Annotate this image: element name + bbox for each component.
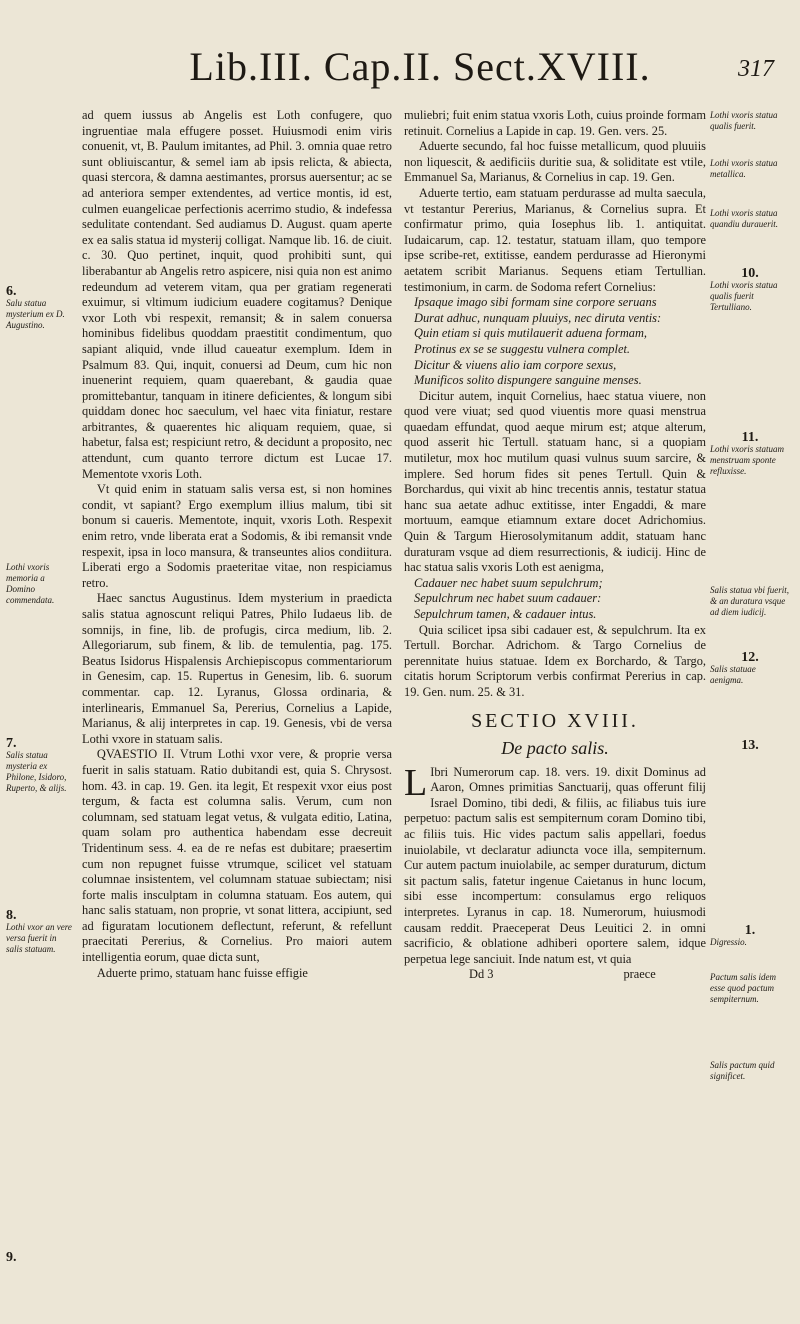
margin-note-text: Salis statua mysteria ex Philone, Isidoro, Ruperto, & alijs. [6, 750, 67, 793]
verse-line: Protinus ex se se suggestu vulnera complet. [414, 341, 630, 356]
margin-note [6, 910, 72, 955]
margin-note [6, 286, 72, 331]
margin-note-number: 6. [6, 284, 17, 299]
paragraph: Haec sanctus Augustinus. Idem mysterium in praedicta salis statua agnoscunt reliqui Patres, Philo Iudaeus lib. de somnijs, in fine, lib. de profugis, circa medium, lib. 2. Allegoriarum, sub finem, & lib. de temulentia, pag. 175. Beatus Isidorus Hispalensis Archiepiscopus commentariorum in Genesim, cap. 15. Rupertus in Genesim, lib. 6. suorum commentar. cap. 12. Lyranus, Glossa ordinaria, & interlinearis, Emmanuel Sa, Pererius, Cornelius a Lapide, Marianus, & alij interpretes in cap. 19. Genesis, vbi de versa Lothi vxore in statuam salis. [82, 591, 392, 746]
margin-note [710, 110, 790, 132]
margin-note-text: Salis statuae aenigma. [710, 664, 756, 685]
margin-note-text: Lothi vxoris statua qualis fuerit. [710, 110, 778, 131]
verse-line: Dicitur & viuens alio iam corpore sexus, [414, 357, 617, 372]
margin-note [710, 585, 790, 618]
margin-note-number: 8. [6, 908, 17, 923]
drop-cap: L [404, 761, 428, 804]
verse-line: Sepulchrum tamen, & cadauer intus. [414, 607, 597, 621]
margin-note-text: Salu statua mysterium ex D. Augustino. [6, 298, 65, 330]
margin-note [6, 562, 72, 606]
margin-note-text: Salis pactum quid significet. [710, 1060, 775, 1081]
section-paragraph [404, 761, 706, 968]
running-header [0, 42, 800, 92]
margin-note-number: 1. [744, 923, 756, 938]
paragraph: ad quem iussus ab Angelis est Loth confugere, quo ingruentiae mala effugere posset. Huiusmodi enim viris conuenit, vt, B. Paulum imitantes, ad Phil. 3. omnia quae retro sunt obliuiscantur, & semel iam ab ipsis relicta, & abiecta, quasi stercora, & damna aestimantes, prorsus auersentur; ac se ad anteriora semper extendentes, ad vertice montis, id est, culmen euangelicae perfectionis acerrimo studio, & indefessa sedulitate contendant. Sed audiamus D. August. quam aperte ex ea salis statua id mysterij colligat. Namque lib. 16. de ciuit. c. 30. Quo pertinet, inquit, quod prohibiti sunt, qui liberabantur ab Angelis retro aspicere, nisi quia non est animo redeundum ad veterem vitam, qua per gratiam regenerati exuimur, si vltimum iudicium euadere cogitamus? Denique vxor Loth vbi respexit, remansit; & in salem conuersa hominibus fidelibus quoddam praestitit condimentum, quo sapiant aliquid, vnde illud caueatur exemplum. Idem in Psalmum 83. Qui, inquit, conuersi ad Deum, cum hic non inuenerint requiem, quam quaerebant, & gaudia quae promittebantur, tanquam in itinere deficientes, & longum sibi quiddam donec hoc saeculum, vel haec vita finiatur, restare arbitrantes, & quaerentes hic aliquam requiem, quae, si habetur, falsa est; respiciunt retro, & decidunt a proposito, nec attendunt, cum quanto terrore dictum est Lucae 17. Mementote vxoris Loth. [82, 108, 392, 481]
page-footer [404, 967, 706, 983]
paragraph: muliebri; fuit enim statua vxoris Loth, cuius proinde formam retinuit. Cornelius a Lapide in cap. 19. Gen. vers. 25. [404, 108, 706, 138]
margin-note-text: Salis statua vbi fuerit, & an duratura vsque ad diem iudicij. [710, 585, 790, 617]
margin-note [6, 1252, 72, 1264]
margin-note-text: Lothi vxoris statuam menstruam sponte refluxisse. [710, 444, 785, 476]
paragraph: QVAESTIO II. Vtrum Lothi vxor vere, & proprie versa fuerit in salis statuam. Ratio dubitandi est, quia S. Chrysost. hom. 43. in cap. 19. Gen. ita legit, Et respexit vxor eius post tergum, & facta est columna salis. Verum, cum non columnam, sed statuam legat vetus, & vulgata editio, Latina, quam solam pro authentica habendam esse decreuit Tridentinum sess. 4. ea de re nefas est dubitare; praesertim cum non repugnet fuisse vtrumque, scilicet vel statuam columnae insistentem, vel columnam statuae subiectam; nisi forte malis insculptam in columna statuam. Eos autem, qui hanc salis statuam, non proprie, vt sonat littera, accipiunt, sed ad figuratam locutionem deflectunt, referunt, & refellunt praecitati Pererius, & Cornelius. Pro maiori autem intelligentia eorum, quae dicta sunt, [82, 747, 392, 965]
verse-line: Munificos solito dispungere sanguine menses. [414, 373, 642, 388]
margin-note [6, 738, 72, 794]
margin-note-text: Digressio. [710, 937, 747, 947]
verse-line: Cadauer nec habet suum sepulchrum; [414, 575, 603, 590]
section-subtitle: De pacto salis. [501, 737, 609, 758]
margin-note-number: 12. [741, 650, 759, 665]
margin-note [710, 158, 790, 180]
section-title: SECTIO XVIII. [471, 709, 639, 732]
verse-line: Sepulchrum nec habet suum cadauer: [414, 591, 602, 606]
margin-note [710, 925, 790, 948]
left-text-column [82, 108, 392, 981]
margin-note-text: Lothi vxoris statua qualis fuerit Tertulliano. [710, 280, 778, 312]
signature-mark: Dd 3 [469, 967, 494, 982]
page-title: Lib.III. Cap.II. Sect.XVIII. [189, 44, 651, 89]
section-body: Ibri Numerorum cap. 18. vers. 19. dixit Dominus ad Aaron, Omnes primitias Sanctuarij, quas offerunt filij Israel Domino, tibi dedi, & filiis, ac filiabus tuis iure perpetuo: pactum salis est sempiternum coram Domino tibi, ac filiis tuis. Hic vides pactum salis appellari, foedus inuiolabile, vt declaratur adiuncta voce illa, sempiternum. Cur autem pactum inuiolabile, ac semper duraturum, dictum sit pactum salis, fatetur ingenue Caietanus in hunc locum, sibi esse incompertum: consulamus ergo reliquos interpretes. Lyranus in cap. 18. Numerorum, huiusmodi causam reddit. Praeceperat Deus Leuitici 2. in omni sacrificio, & oblatione adhiberi oportere salem, idque perpetua lege sanciuit. Inde natum est, vt quia [404, 764, 706, 966]
catchword: praece [623, 967, 656, 982]
right-text-column [404, 108, 706, 983]
verse-line: Ipsaque imago sibi formam sine corpore seruans [414, 295, 657, 310]
margin-note-number: 13. [741, 738, 759, 753]
paragraph: Quia scilicet ipsa sibi cadauer est, & sepulchrum. Ita ex Tertull. Borchar. Adrichom. & Targo Cornelius de perennitate huius statuae. Idem ex Borchardo, & Targo, citatis horum Scriptorum verbis confirmat Pererius in cap. 19. Gen. num. 25. & 31. [404, 622, 706, 699]
verse-line: Quin etiam si quis mutilauerit aduena formam, [414, 326, 648, 341]
margin-note [710, 432, 790, 477]
margin-note [710, 972, 790, 1005]
margin-note-number: 10. [741, 266, 759, 281]
right-margin-notes [710, 0, 790, 1324]
margin-note [710, 652, 790, 686]
verse-line: Durat adhuc, nunquam pluuiys, nec diruta ventis: [414, 310, 662, 325]
paragraph: Vt quid enim in statuam salis versa est, si non homines condit, vt sapiant? Ergo exemplum illius malum, tibi sit bonum si caueris. Mementote, inquit, vxoris Loth. Respexit enim retro, vnde liberata erat a Sodomis, & ibi remansit vnde respexit, ipsa in loco mansura, & transeuntes alios condiitura. Liberati ergo a Sodomis praeteritae vitae, non respiciamus retro. [82, 482, 392, 590]
margin-note [710, 740, 790, 752]
left-margin-notes [6, 0, 72, 1324]
margin-note [710, 268, 790, 313]
margin-note-text: Lothi vxoris statua metallica. [710, 158, 778, 179]
paragraph: Dicitur autem, inquit Cornelius, haec statua viuere, non quod vere viuat; sed quod viuentis more quasi menstrua quaedam effundat, quod aeque mirum est; atque alterum, quod asserit hic Tertull. statuam hanc, si a quopiam mutiletur, mox hoc mutilum quasi vulnus suum sarcire, & implere. Sed horum fides sit penes Tertull. Quin & Borchardus, qui vixit ab hinc trecentis annis, testatur statua hanc sua aetate adhuc extitisse, inter Engaddi, & mare mortuum, eamque etiamnum extare docet Adrichomius. Quin & Targum Hierosolymitanum addit, statuam hanc duraturam vsque ad diem resurrectionis, & iudicij. Hinc de hac statua salis vxoris Loth est aenigma, [404, 388, 706, 575]
paragraph: Aduerte secundo, fal hoc fuisse metallicum, quod pluuiis non liquescit, & aedificiis duritie sua, & soliditate est vtile, Emmanuel Sa, Marianus, & Cornelius in cap. 19. Gen. [404, 139, 706, 185]
margin-note-text: Lothi vxor an vere versa fuerit in salis statuam. [6, 922, 72, 954]
margin-note-text: Lothi vxoris statua quandiu durauerit. [710, 208, 779, 229]
margin-note-number: 7. [6, 736, 17, 751]
paragraph: Aduerte tertio, eam statuam perdurasse ad multa saecula, vt testantur Pererius, Marianus, & Cornelius supra. Et confirmatur primo, quia Iosephus lib. 1. antiquitat. Iudaicarum, cap. 12. testatur, statuam illam, quo tempore ipse scribe-ret, extitisse, eandem perdurasse ad Hieronymi aetatem scribit Marianus. Sequens etiam Tertullian. testimonium, in carm. de Sodoma refert Cornelius: [404, 185, 706, 294]
margin-note-text: Lothi vxoris memoria a Domino commendata. [6, 562, 55, 605]
margin-note-number: 11. [741, 430, 759, 445]
margin-note [710, 208, 790, 230]
margin-note [710, 1060, 790, 1082]
margin-note-text: Pactum salis idem esse quod pactum sempiternum. [710, 972, 776, 1004]
margin-note-number: 9. [6, 1250, 17, 1265]
page-number: 317 [738, 56, 774, 82]
paragraph: Aduerte primo, statuam hanc fuisse effigie [96, 965, 308, 980]
